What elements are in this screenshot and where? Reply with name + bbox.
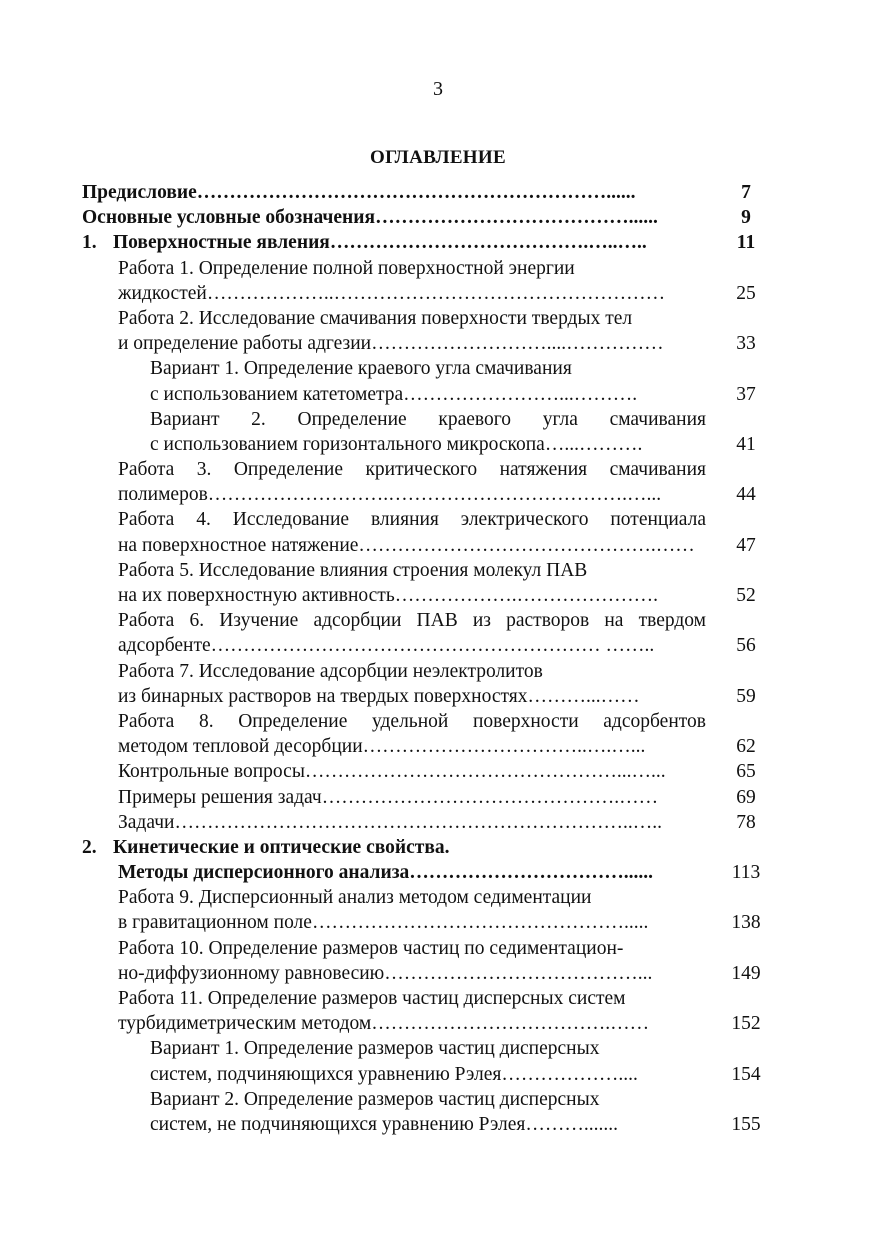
toc-entry-text: и определение работы адгезии………………………....…………… <box>118 333 664 355</box>
toc-entry-text: Вариант 2. Определение краевого угла смачивания <box>150 408 706 430</box>
toc-entry-text: но-диффузионному равновесию…………………………………... <box>118 962 653 984</box>
toc-entry-page: 62 <box>736 736 756 758</box>
toc-entry-work-8-cont[interactable] <box>0 734 876 759</box>
toc-entry-work-1[interactable] <box>0 256 876 281</box>
toc-entry-text: Кинетические и оптические свойства. <box>113 836 450 858</box>
toc-entry-text: систем, не подчиняющихся уравнению Рэлея………....... <box>150 1113 618 1135</box>
toc-entry-text: Задачи……………………………………………………………..….. <box>118 811 662 833</box>
toc-entry-work-10[interactable] <box>0 936 876 961</box>
toc-entry-work-4[interactable] <box>0 507 876 532</box>
chapter-number: 2. <box>82 836 97 858</box>
toc-entry-text: Вариант 1. Определение размеров частиц дисперсных <box>150 1038 600 1060</box>
toc-entry-page: 149 <box>731 962 761 984</box>
toc-entry-text: с использованием катетометра……………………...………. <box>150 383 638 405</box>
toc-entry-text: Поверхностные явления………………………………….…..….. <box>113 232 647 254</box>
toc-entry-work-10-cont[interactable] <box>0 961 876 986</box>
table-of-contents <box>0 180 876 1137</box>
toc-entry-page: 52 <box>736 585 756 606</box>
toc-entry-examples[interactable] <box>0 785 876 810</box>
toc-entry-text: Примеры решения задач……………………………………….…… <box>118 786 659 808</box>
toc-entry-work-7[interactable] <box>0 659 876 684</box>
toc-entry-w11-variant-1[interactable] <box>0 1036 876 1061</box>
toc-entry-text: Работа 2. Исследование смачивания поверхности твердых тел <box>118 307 633 329</box>
toc-entry-text: Работа 5. Исследование влияния строения молекул ПАВ <box>118 559 588 581</box>
toc-entry-work-1-cont[interactable] <box>0 281 876 306</box>
toc-entry-text: Работа 9. Дисперсионный анализ методом седиментации <box>118 887 592 909</box>
page-number: 3 <box>433 78 443 100</box>
toc-entry-page: 138 <box>731 912 761 934</box>
toc-entry-text: методом тепловой десорбции……………………………..….…... <box>118 736 646 758</box>
toc-entry-text: Работа 7. Исследование адсорбции неэлектролитов <box>118 660 543 682</box>
toc-entry-page: 152 <box>731 1013 761 1035</box>
chapter-number: 1. <box>82 232 97 254</box>
toc-entry-page: 37 <box>736 383 756 405</box>
toc-entry-w11-variant-2-cont[interactable] <box>0 1112 876 1137</box>
toc-entry-text: Методы дисперсионного анализа……………………………...... <box>118 862 654 884</box>
toc-entry-text: Контрольные вопросы…………………………………………...…... <box>118 761 666 783</box>
toc-entry-work-7-cont[interactable] <box>0 684 876 709</box>
toc-entry-page: 65 <box>736 761 756 783</box>
toc-entry-page: 11 <box>736 232 756 254</box>
toc-entry-text: с использованием горизонтального микроскопа…...………. <box>150 433 643 455</box>
toc-entry-work-6[interactable] <box>0 608 876 633</box>
toc-entry-work-3-cont[interactable] <box>0 482 876 507</box>
toc-entry-text: систем, подчиняющихся уравнению Рэлея……………….... <box>150 1063 638 1085</box>
toc-entry-w11-variant-2[interactable] <box>0 1087 876 1112</box>
toc-entry-text: турбидиметрическим методом……………………………….…… <box>118 1013 650 1035</box>
toc-entry-page: 25 <box>736 282 756 304</box>
toc-entry-work-2-cont[interactable] <box>0 331 876 356</box>
toc-entry-work-9[interactable] <box>0 885 876 910</box>
toc-entry-text: Работа 10. Определение размеров частиц по седиментацион- <box>118 937 624 959</box>
toc-entry-page: 44 <box>736 484 756 506</box>
toc-entry-variant-2[interactable] <box>0 407 876 432</box>
toc-entry-chapter-2[interactable] <box>0 835 876 860</box>
toc-entry-page: 113 <box>731 862 761 884</box>
toc-entry-work-6-cont[interactable] <box>0 633 876 658</box>
toc-entry-text: в гравитационном поле…………………………………………..... <box>118 912 649 934</box>
toc-entry-page: 59 <box>736 685 756 707</box>
toc-entry-text: из бинарных растворов на твердых поверхностях………...…… <box>118 685 640 707</box>
toc-entry-work-4-cont[interactable] <box>0 533 876 558</box>
toc-entry-text: жидкостей………………..…………………………………………… <box>118 282 666 304</box>
toc-entry-variant-1-cont[interactable] <box>0 382 876 407</box>
toc-entry-page: 155 <box>731 1113 761 1135</box>
toc-entry-work-11[interactable] <box>0 986 876 1011</box>
toc-entry-work-5[interactable] <box>0 558 876 583</box>
toc-entry-work-5-cont[interactable] <box>0 583 876 608</box>
toc-title: ОГЛАВЛЕНИЕ <box>370 147 506 168</box>
toc-entry-text: Работа 3. Определение критического натяжения смачивания <box>118 459 706 481</box>
toc-entry-work-9-cont[interactable] <box>0 910 876 935</box>
toc-entry-text: Работа 1. Определение полной поверхностной энергии <box>118 257 575 279</box>
toc-entry-text: Вариант 1. Определение краевого угла смачивания <box>150 358 572 380</box>
toc-entry-text: Вариант 2. Определение размеров частиц дисперсных <box>150 1088 600 1110</box>
toc-entry-chapter-1[interactable] <box>0 230 876 255</box>
toc-entry-questions[interactable] <box>0 759 876 784</box>
toc-entry-chapter-2-cont[interactable] <box>0 860 876 885</box>
toc-entry-problems[interactable] <box>0 810 876 835</box>
toc-entry-notation[interactable] <box>0 205 876 230</box>
toc-entry-work-3[interactable] <box>0 457 876 482</box>
toc-entry-work-8[interactable] <box>0 709 876 734</box>
toc-entry-text: Работа 11. Определение размеров частиц дисперсных систем <box>118 988 626 1009</box>
toc-entry-variant-2-cont[interactable] <box>0 432 876 457</box>
toc-entry-text: Работа 4. Исследование влияния электрического потенциала <box>118 509 706 531</box>
toc-entry-text: Предисловие………………………………………………………...... <box>82 182 636 203</box>
toc-entry-work-2[interactable] <box>0 306 876 331</box>
toc-entry-text: Основные условные обозначения…………………………………...... <box>82 207 658 229</box>
toc-entry-page: 47 <box>736 534 756 556</box>
toc-entry-text: Работа 8. Определение удельной поверхности адсорбентов <box>118 710 706 732</box>
toc-entry-work-11-cont[interactable] <box>0 1011 876 1036</box>
toc-entry-text: на поверхностное натяжение……………………………………….…… <box>118 534 695 556</box>
toc-entry-page: 56 <box>736 635 756 657</box>
toc-entry-preface[interactable] <box>0 180 876 205</box>
toc-entry-w11-variant-1-cont[interactable] <box>0 1062 876 1087</box>
toc-entry-page: 33 <box>736 333 756 355</box>
toc-entry-page: 78 <box>736 811 756 833</box>
toc-entry-page: 7 <box>741 182 751 203</box>
toc-entry-page: 154 <box>731 1063 761 1085</box>
toc-entry-page: 9 <box>741 207 751 229</box>
toc-entry-page: 69 <box>736 786 756 808</box>
toc-entry-text: полимеров……………………….……………………………….…... <box>118 484 662 506</box>
toc-entry-text: адсорбенте…………………………………………………… …….. <box>118 635 655 657</box>
toc-entry-text: на их поверхностную активность……………….…………………. <box>118 585 658 606</box>
toc-entry-page: 41 <box>736 433 756 455</box>
toc-entry-variant-1[interactable] <box>0 356 876 381</box>
toc-entry-text: Работа 6. Изучение адсорбции ПАВ из растворов на твердом <box>118 610 706 632</box>
